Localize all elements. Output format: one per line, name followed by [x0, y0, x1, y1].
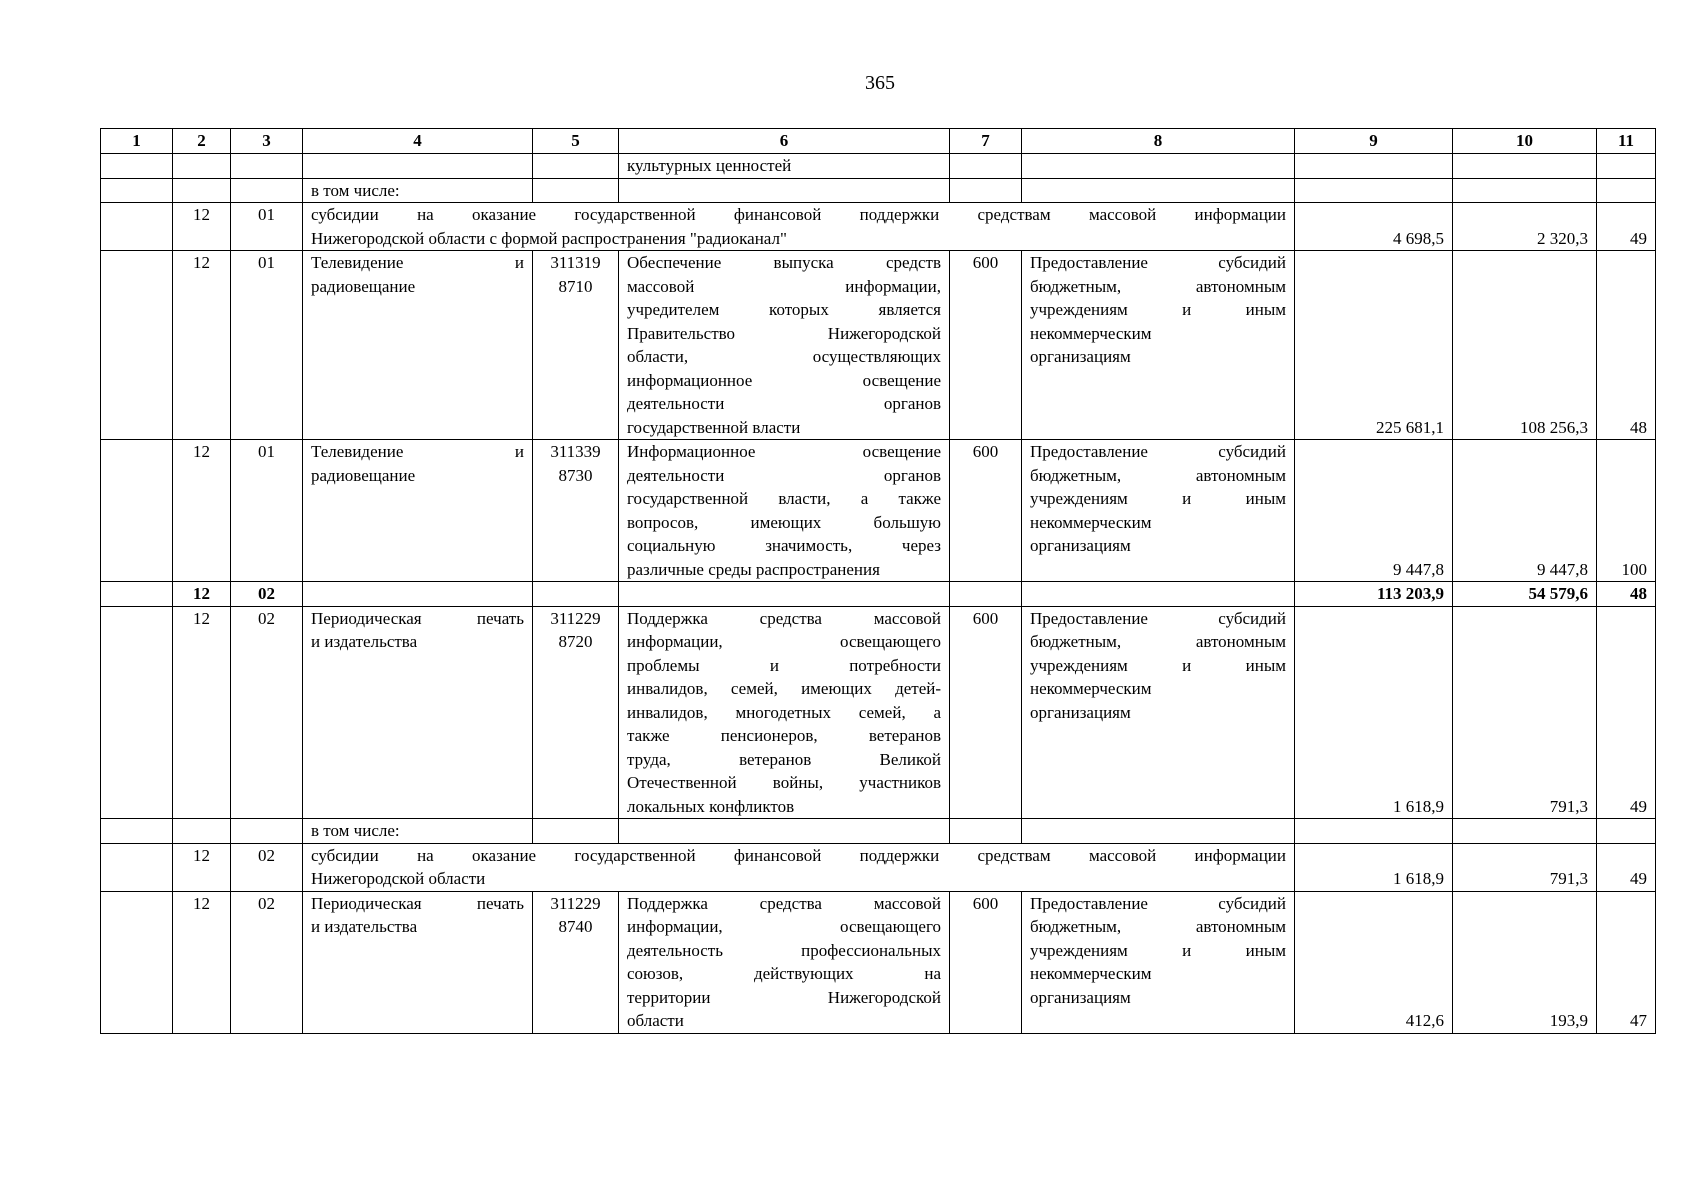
text-line: массовой информации,	[627, 276, 941, 296]
text-line: организациям	[1030, 347, 1131, 366]
text-line: Нижегородской области	[311, 869, 486, 888]
text-line: информационное освещение	[627, 370, 941, 390]
cell-percent: 48	[1597, 582, 1656, 607]
cell-expense-purpose	[619, 178, 950, 203]
cell-subsection: 02	[231, 582, 303, 607]
cell-expense-type-code: 600	[950, 251, 1022, 440]
cell-section-name	[303, 582, 533, 607]
text-line: государственной власти, а также	[627, 489, 941, 508]
column-header-3: 3	[231, 129, 303, 154]
cell-subsection: 02	[231, 843, 303, 891]
cell-amount-plan	[1295, 154, 1453, 179]
table-row	[101, 251, 1656, 440]
text-line: области	[627, 1011, 684, 1030]
text-line: Предоставление субсидий	[1030, 893, 1286, 913]
cell-col-1	[101, 606, 173, 819]
cell-expense-type-name	[1022, 582, 1295, 607]
budget-table	[100, 128, 1656, 1034]
text-line: Информационное освещение	[627, 442, 941, 461]
cell-col-1	[101, 440, 173, 582]
text-line: учреждениям и иным	[1030, 655, 1286, 675]
text-line: Периодическая печать	[311, 608, 524, 628]
cell-section-name: в том числе:	[303, 178, 533, 203]
cell-amount-plan: 412,6	[1295, 891, 1453, 1033]
text-line: Правительство Нижегородской	[627, 323, 941, 343]
cell-expense-purpose	[619, 891, 950, 1033]
column-header-7: 7	[950, 129, 1022, 154]
text-line: 311229	[550, 608, 601, 628]
cell-expense-type-code	[950, 154, 1022, 179]
cell-section-name	[303, 251, 533, 440]
cell-section-name	[303, 154, 533, 179]
text-line: Обеспечение выпуска средств	[627, 253, 941, 272]
cell-section	[173, 819, 231, 844]
cell-section: 12	[173, 203, 231, 251]
cell-expense-type-name	[1022, 251, 1295, 440]
cell-subsection: 01	[231, 251, 303, 440]
cell-subsidy-description	[303, 843, 1295, 891]
text-line: Периодическая печать	[311, 893, 524, 913]
table-row	[101, 819, 1656, 844]
cell-expense-purpose	[619, 440, 950, 582]
cell-percent: 49	[1597, 843, 1656, 891]
text-line: бюджетным, автономным	[1030, 465, 1286, 485]
cell-target-code	[533, 178, 619, 203]
text-line: области, осуществляющих	[627, 347, 941, 366]
text-line: организациям	[1030, 536, 1131, 555]
cell-subsection: 02	[231, 891, 303, 1033]
cell-subsection: 02	[231, 606, 303, 819]
column-header-9: 9	[1295, 129, 1453, 154]
text-line: 8720	[558, 632, 593, 651]
cell-target-code	[533, 251, 619, 440]
cell-section	[173, 178, 231, 203]
cell-amount-plan	[1295, 178, 1453, 203]
cell-percent	[1597, 178, 1656, 203]
cell-amount-actual: 791,3	[1453, 843, 1597, 891]
text-line: деятельности органов	[627, 465, 941, 485]
column-header-11: 11	[1597, 129, 1656, 154]
cell-percent: 48	[1597, 251, 1656, 440]
cell-target-code	[533, 582, 619, 607]
cell-amount-plan: 1 618,9	[1295, 843, 1453, 891]
cell-expense-type-code: 600	[950, 440, 1022, 582]
cell-amount-plan: 225 681,1	[1295, 251, 1453, 440]
cell-target-code	[533, 440, 619, 582]
cell-section: 12	[173, 606, 231, 819]
cell-target-code	[533, 891, 619, 1033]
cell-expense-type-code	[950, 582, 1022, 607]
text-line: Поддержка средства массовой	[627, 893, 941, 913]
text-line: и издательства	[311, 917, 418, 936]
text-line: 311229	[550, 893, 601, 913]
cell-section	[173, 154, 231, 179]
cell-subsection	[231, 819, 303, 844]
cell-subsection	[231, 154, 303, 179]
text-line: проблемы и потребности	[627, 655, 941, 675]
text-line: бюджетным, автономным	[1030, 276, 1286, 296]
text-line: также пенсионеров, ветеранов	[627, 726, 941, 745]
page-number: 365	[865, 72, 895, 94]
table-row	[101, 843, 1656, 891]
table-row	[101, 154, 1656, 179]
cell-amount-actual	[1453, 178, 1597, 203]
text-line: учреждениям и иным	[1030, 940, 1286, 960]
cell-expense-purpose	[619, 606, 950, 819]
text-line: Поддержка средства массовой	[627, 608, 941, 628]
text-line: Предоставление субсидий	[1030, 253, 1286, 272]
column-header-2: 2	[173, 129, 231, 154]
cell-section-name	[303, 440, 533, 582]
text-line: субсидии на оказание государственной финансовой поддержки средствам массовой информации	[311, 205, 1286, 224]
text-line: различные среды распространения	[627, 559, 880, 579]
text-line: информации, освещающего	[627, 632, 941, 651]
cell-target-code	[533, 154, 619, 179]
column-header-10: 10	[1453, 129, 1597, 154]
cell-expense-type-name	[1022, 440, 1295, 582]
text-line: 311319	[550, 253, 601, 272]
cell-percent	[1597, 154, 1656, 179]
cell-amount-actual	[1453, 154, 1597, 179]
text-line: 8710	[558, 276, 593, 296]
cell-amount-actual: 108 256,3	[1453, 251, 1597, 440]
text-line: Отечественной войны, участников	[627, 773, 941, 792]
text-line: бюджетным, автономным	[1030, 917, 1286, 936]
cell-percent	[1597, 819, 1656, 844]
cell-col-1	[101, 891, 173, 1033]
text-line: территории Нижегородской	[627, 987, 941, 1007]
cell-subsection	[231, 178, 303, 203]
cell-amount-actual	[1453, 819, 1597, 844]
text-line: Телевидение и	[311, 253, 524, 272]
table-row	[101, 203, 1656, 251]
cell-amount-actual: 9 447,8	[1453, 440, 1597, 582]
cell-expense-purpose: культурных ценностей	[619, 154, 950, 179]
table-row	[101, 891, 1656, 1033]
text-line: субсидии на оказание государственной финансовой поддержки средствам массовой информации	[311, 845, 1286, 865]
text-line: 311339	[550, 442, 601, 461]
cell-col-1	[101, 203, 173, 251]
cell-expense-type-name	[1022, 154, 1295, 179]
cell-percent: 100	[1597, 440, 1656, 582]
cell-expense-type-name	[1022, 606, 1295, 819]
text-line: локальных конфликтов	[627, 796, 795, 816]
cell-col-1	[101, 154, 173, 179]
cell-col-1	[101, 251, 173, 440]
text-line: учреждениям и иным	[1030, 300, 1286, 319]
text-line: бюджетным, автономным	[1030, 632, 1286, 651]
cell-subsection: 01	[231, 203, 303, 251]
table-row	[101, 606, 1656, 819]
cell-col-1	[101, 582, 173, 607]
cell-percent: 47	[1597, 891, 1656, 1033]
text-line: деятельности органов	[627, 394, 941, 413]
text-line: некоммерческим	[1030, 323, 1152, 343]
cell-expense-type-name	[1022, 178, 1295, 203]
text-line: радиовещание	[311, 276, 416, 296]
text-line: 8730	[558, 465, 593, 485]
cell-expense-type-code	[950, 819, 1022, 844]
text-line: учреждениям и иным	[1030, 489, 1286, 508]
cell-expense-purpose	[619, 251, 950, 440]
table-row	[101, 178, 1656, 203]
cell-amount-actual: 791,3	[1453, 606, 1597, 819]
cell-expense-type-code: 600	[950, 606, 1022, 819]
text-line: Нижегородской области с формой распространения "радиоканал"	[311, 228, 787, 248]
cell-col-1	[101, 819, 173, 844]
cell-col-1	[101, 178, 173, 203]
column-header-6: 6	[619, 129, 950, 154]
cell-section: 12	[173, 891, 231, 1033]
text-line: союзов, действующих на	[627, 964, 941, 983]
text-line: инвалидов, семей, имеющих детей-	[627, 679, 941, 698]
text-line: инвалидов, многодетных семей, а	[627, 702, 941, 722]
table-body	[101, 154, 1656, 1034]
text-line: организациям	[1030, 987, 1131, 1007]
text-line: и издательства	[311, 632, 418, 651]
cell-subsection: 01	[231, 440, 303, 582]
cell-target-code	[533, 819, 619, 844]
text-line: Предоставление субсидий	[1030, 442, 1286, 461]
text-line: деятельность профессиональных	[627, 940, 941, 960]
text-line: некоммерческим	[1030, 679, 1152, 698]
cell-section-name	[303, 891, 533, 1033]
column-header-8: 8	[1022, 129, 1295, 154]
cell-section-name: в том числе:	[303, 819, 533, 844]
text-line: Телевидение и	[311, 442, 524, 461]
cell-expense-type-name	[1022, 819, 1295, 844]
text-line: информации, освещающего	[627, 917, 941, 936]
text-line: учредителем которых является	[627, 300, 941, 319]
cell-subsidy-description	[303, 203, 1295, 251]
text-line: радиовещание	[311, 465, 416, 485]
text-line: Предоставление субсидий	[1030, 608, 1286, 628]
cell-amount-plan	[1295, 819, 1453, 844]
column-header-1: 1	[101, 129, 173, 154]
text-line: некоммерческим	[1030, 964, 1152, 983]
cell-amount-actual: 2 320,3	[1453, 203, 1597, 251]
text-line: вопросов, имеющих большую	[627, 512, 941, 532]
cell-expense-type-code	[950, 178, 1022, 203]
text-line: труда, ветеранов Великой	[627, 749, 941, 769]
cell-amount-actual: 193,9	[1453, 891, 1597, 1033]
cell-col-1	[101, 843, 173, 891]
cell-amount-actual: 54 579,6	[1453, 582, 1597, 607]
text-line: 8740	[558, 917, 593, 936]
cell-expense-type-name	[1022, 891, 1295, 1033]
cell-expense-purpose	[619, 582, 950, 607]
cell-percent: 49	[1597, 606, 1656, 819]
cell-amount-plan: 1 618,9	[1295, 606, 1453, 819]
cell-percent: 49	[1597, 203, 1656, 251]
cell-amount-plan: 113 203,9	[1295, 582, 1453, 607]
text-line: социальную значимость, через	[627, 536, 941, 555]
table-row	[101, 440, 1656, 582]
text-line: организациям	[1030, 702, 1131, 722]
cell-section: 12	[173, 251, 231, 440]
subtotal-row	[101, 582, 1656, 607]
column-header-5: 5	[533, 129, 619, 154]
text-line: государственной власти	[627, 417, 801, 437]
cell-section: 12	[173, 582, 231, 607]
cell-expense-purpose	[619, 819, 950, 844]
cell-section: 12	[173, 440, 231, 582]
table-header-row	[101, 129, 1656, 154]
column-header-4: 4	[303, 129, 533, 154]
cell-section: 12	[173, 843, 231, 891]
cell-expense-type-code: 600	[950, 891, 1022, 1033]
cell-section-name	[303, 606, 533, 819]
cell-amount-plan: 4 698,5	[1295, 203, 1453, 251]
cell-target-code	[533, 606, 619, 819]
cell-amount-plan: 9 447,8	[1295, 440, 1453, 582]
text-line: некоммерческим	[1030, 512, 1152, 532]
